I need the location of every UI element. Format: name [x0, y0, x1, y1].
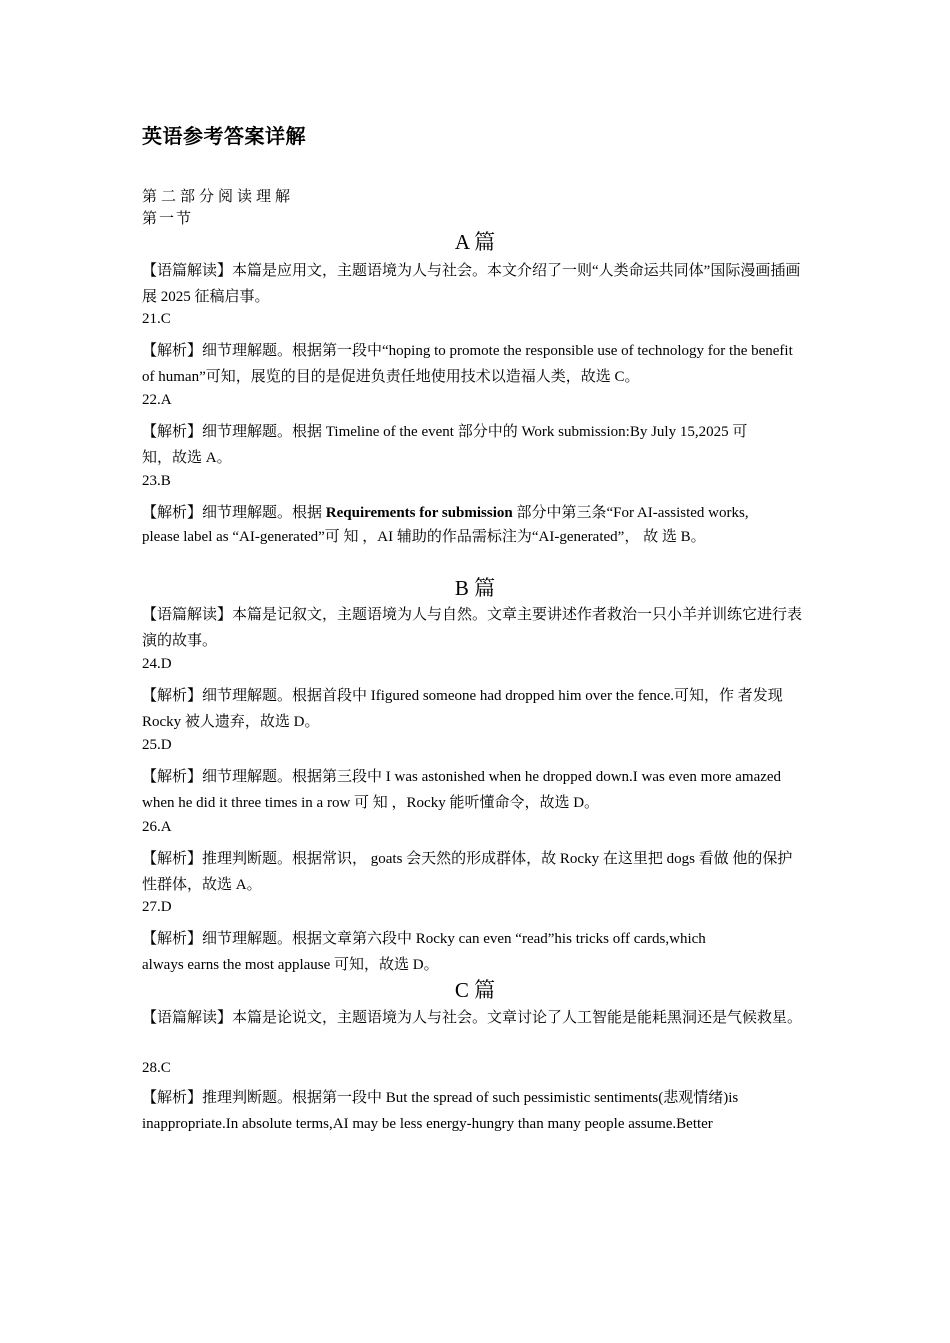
answer-26: 26.A [142, 819, 172, 835]
answer-21: 21.C [142, 311, 171, 327]
passage-c-intro [142, 1005, 808, 1031]
analysis-text-pre: 细节理解题。根据 [202, 505, 323, 521]
analysis-28 [142, 1085, 808, 1137]
analysis-tag: 【解析】 [142, 424, 203, 440]
analysis-text: 细节理解题。根据首段中 Ifigured someone had dropped him over the fence.可知，作 者发现 Rocky 被人遗弃，故选 D。 [142, 688, 783, 730]
analysis-text: 细节理解题。根据 Timeline of the event 部分中的 Work submission:By July 15,2025 可知，故选 A。 [142, 424, 748, 466]
analysis-text-post: 部分中第三条“For AI-assisted works, please label as “AI-generated”可 知 ，AI 辅助的作品需标注为“AI-generated”， 故 选 B。 [142, 505, 749, 545]
answer-28: 28.C [142, 1060, 171, 1076]
part-heading: 第二部分阅读理解 [142, 189, 295, 205]
passage-a-heading: A 篇 [454, 230, 496, 254]
intro-text: 本篇是应用文，主题语境为人与社会。本文介绍了一则“人类命运共同体”国际漫画插画展 2025 征稿启事。 [142, 263, 801, 305]
passage-b-heading: B 篇 [454, 576, 496, 600]
analysis-26 [142, 846, 797, 898]
analysis-tag: 【解析】 [142, 769, 203, 785]
intro-text: 本篇是记叙文，主题语境为人与自然。文章主要讲述作者救治一只小羊并训练它进行表演的故事。 [142, 607, 803, 649]
passage-c-heading: C 篇 [454, 978, 496, 1002]
analysis-22 [142, 419, 752, 471]
analysis-23 [142, 501, 787, 549]
answer-25: 25.D [142, 737, 172, 753]
analysis-27 [142, 926, 732, 978]
section-heading: 第一节 [142, 211, 194, 227]
page-title: 英语参考答案详解 [142, 124, 306, 148]
analysis-tag: 【解析】 [142, 343, 203, 359]
analysis-tag: 【解析】 [142, 505, 203, 521]
answer-23: 23.B [142, 473, 171, 489]
analysis-text: 推理判断题。根据第一段中 But the spread of such pessimistic sentiments(悲观情绪)is inappropriate.In absolute terms,AI may be less energy-hungry than many people assume.Better [142, 1090, 739, 1132]
analysis-tag: 【解析】 [142, 688, 203, 704]
analysis-text: 细节理解题。根据第三段中 I was astonished when he dropped down.I was even more amazed when he did it three times in a row 可 知 ，Rocky 能听懂命令，故选 D。 [142, 769, 782, 811]
analysis-tag: 【解析】 [142, 931, 203, 947]
analysis-tag: 【解析】 [142, 851, 203, 867]
answer-24: 24.D [142, 656, 172, 672]
analysis-text: 细节理解题。根据第一段中“hoping to promote the responsible use of technology for the benefit of human”可知，展览的目的是促进负责任地使用技术以造福人类，故选 C。 [142, 343, 793, 385]
intro-text: 本篇是论说文，主题语境为人与社会。文章讨论了人工智能是能耗黑洞还是气候救星。 [232, 1010, 803, 1026]
intro-tag: 【语篇解读】 [142, 263, 233, 279]
intro-tag: 【语篇解读】 [142, 607, 233, 623]
analysis-text: 细节理解题。根据文章第六段中 Rocky can even “read”his tricks off cards,which always earns the most applause 可知，故选 D。 [142, 931, 706, 973]
analysis-21 [142, 338, 808, 390]
intro-tag: 【语篇解读】 [142, 1010, 233, 1026]
passage-b-intro [142, 602, 808, 654]
passage-a-intro [142, 258, 808, 310]
analysis-text: 推理判断题。根据常识， goats 会天然的形成群体，故 Rocky 在这里把 dogs 看做 他的保护性群体，故选 A。 [142, 851, 793, 893]
analysis-25 [142, 764, 782, 816]
analysis-tag: 【解析】 [142, 1090, 203, 1106]
answer-22: 22.A [142, 392, 172, 408]
answer-27: 27.D [142, 899, 172, 915]
analysis-text-bold: Requirements for submission [322, 505, 517, 521]
analysis-24 [142, 683, 792, 735]
